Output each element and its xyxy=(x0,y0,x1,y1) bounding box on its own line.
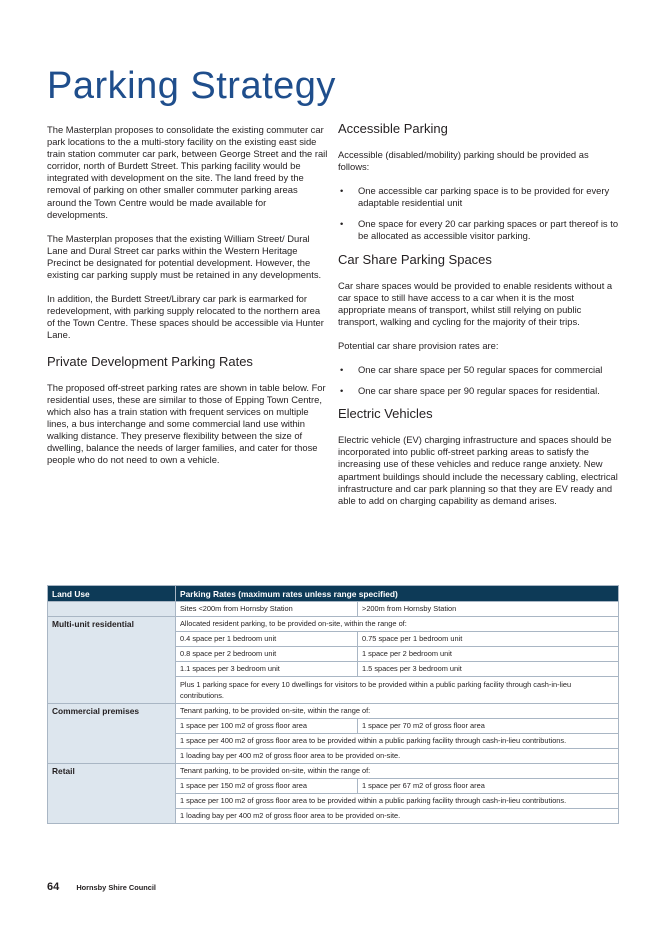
heading-car-share: Car Share Parking Spaces xyxy=(338,251,492,267)
table-cell: Tenant parking, to be provided on-site, within the range of: xyxy=(176,764,619,779)
table-header-row xyxy=(48,586,619,602)
list-item: • One car share space per 90 regular spaces for residential. xyxy=(338,385,620,397)
table-cell: 1.5 spaces per 3 bedroom unit xyxy=(358,662,619,677)
table-cell: Plus 1 parking space for every 10 dwellings for visitors to be provided within a public parking facility through cash-in-lieu contributions. xyxy=(176,677,619,704)
land-use-residential: Multi-unit residential xyxy=(48,617,176,704)
paragraph-heritage-car-parks: The Masterplan proposes that the existing William Street/ Dural Lane and Dural Street car parks within the Western Heritage Precinct be designated for potential development. However, the existing car parking supply must be retained in any developments. xyxy=(47,232,322,281)
paragraph-car-share: Car share spaces would be provided to enable residents without a car space to still have access to a car when it is the most appropriate means of transport, whilst still relying on public transport, walking and cycling for the majority of their trips. xyxy=(338,279,613,327)
list-item: • One space for every 20 car parking spaces or part thereof is to be allocated as accessible visitor parking. xyxy=(338,218,620,242)
car-share-list xyxy=(338,364,620,397)
table-cell: 1 space per 100 m2 of gross floor area xyxy=(176,719,358,734)
table-cell: Tenant parking, to be provided on-site, within the range of: xyxy=(176,704,619,719)
table-cell: 0.4 space per 1 bedroom unit xyxy=(176,632,358,647)
header-land-use: Land Use xyxy=(48,586,176,602)
table-cell: 1 loading bay per 400 m2 of gross floor area to be provided on-site. xyxy=(176,809,619,824)
table-cell: 1 space per 2 bedroom unit xyxy=(358,647,619,662)
page-footer xyxy=(47,881,156,893)
land-use-commercial: Commercial premises xyxy=(48,704,176,764)
heading-electric-vehicles: Electric Vehicles xyxy=(338,406,433,422)
table-cell: 0.8 space per 2 bedroom unit xyxy=(176,647,358,662)
table-cell: 1 space per 400 m2 of gross floor area to be provided within a public parking facility through cash-in-lieu contributions. xyxy=(176,734,619,749)
table-cell: 1 space per 67 m2 of gross floor area xyxy=(358,779,619,794)
heading-private-parking-rates: Private Development Parking Rates xyxy=(47,353,253,369)
organisation-name: Hornsby Shire Council xyxy=(76,883,156,892)
table-cell: 1.1 spaces per 3 bedroom unit xyxy=(176,662,358,677)
table-cell: 1 loading bay per 400 m2 of gross floor area to be provided on-site. xyxy=(176,749,619,764)
table-cell: 0.75 space per 1 bedroom unit xyxy=(358,632,619,647)
subheader-far-station: >200m from Hornsby Station xyxy=(358,602,619,617)
paragraph-accessible: Accessible (disabled/mobility) parking should be provided as follows: xyxy=(338,149,589,173)
table-cell: Allocated resident parking, to be provided on-site, within the range of: xyxy=(176,617,619,632)
paragraph-off-street-rates: The proposed off-street parking rates are shown in table below. For residential uses, these are similar to those of Epping Town Centre, which also has a train station with frequent services on multiple lines, a bus interchange and some commercial land use within walking distance. They preserve flexibility between the size of dwelling, balance the needs of larger families, and cater for those people who do not need to own a vehicle. xyxy=(47,381,326,466)
table-cell: 1 space per 150 m2 of gross floor area xyxy=(176,779,358,794)
heading-accessible-parking: Accessible Parking xyxy=(338,121,448,136)
paragraph-car-share-rates: Potential car share provision rates are: xyxy=(338,339,499,351)
paragraph-burdett-street: In addition, the Burdett Street/Library car park is earmarked for redevelopment, with parking supply relocated to the northern area of the Town Centre. These spaces should be accessible via Hunter Lane. xyxy=(47,293,324,341)
table-row xyxy=(48,704,619,719)
page-title: Parking Strategy xyxy=(47,65,336,107)
table-cell: 1 space per 100 m2 of gross floor area to be provided within a public parking facility through cash-in-lieu contributions. xyxy=(176,794,619,809)
right-column xyxy=(338,121,620,519)
land-use-retail: Retail xyxy=(48,764,176,824)
left-column xyxy=(47,124,329,478)
paragraph-electric-vehicles: Electric vehicle (EV) charging infrastructure and spaces should be incorporated into public off-street parking areas to satisfy the increasing use of these vehicles and reduce range anxiety. New apartment buildings should include the necessary cabling, electrical infrastructure and car park planning so that they are EV ready and able to add on charging capability as demand arises. xyxy=(338,434,618,506)
list-item: • One accessible car parking space is to be provided for every adaptable residential unit xyxy=(338,185,620,209)
table-row xyxy=(48,617,619,632)
paragraph-consolidation: The Masterplan proposes to consolidate the existing commuter car park locations to the a multi-story facility on the existing east side train station commuter car park, between George Street and the rail corridor, north of Burdett Street. This parking facility would be integrated with development on the site. The land freed by the removal of parking on other smaller commuter parking areas around the Town Centre would be made available for developments. xyxy=(47,124,328,220)
parking-rates-table xyxy=(47,585,619,824)
header-parking-rates: Parking Rates (maximum rates unless range specified) xyxy=(176,586,619,602)
table-row xyxy=(48,764,619,779)
table-cell: 1 space per 70 m2 of gross floor area xyxy=(358,719,619,734)
page-number: 64 xyxy=(47,881,60,893)
land-use-cell-empty xyxy=(48,602,176,617)
accessible-list xyxy=(338,185,620,242)
subheader-near-station: Sites <200m from Hornsby Station xyxy=(176,602,358,617)
table-row xyxy=(48,602,619,617)
list-item: • One car share space per 50 regular spaces for commercial xyxy=(338,364,620,376)
